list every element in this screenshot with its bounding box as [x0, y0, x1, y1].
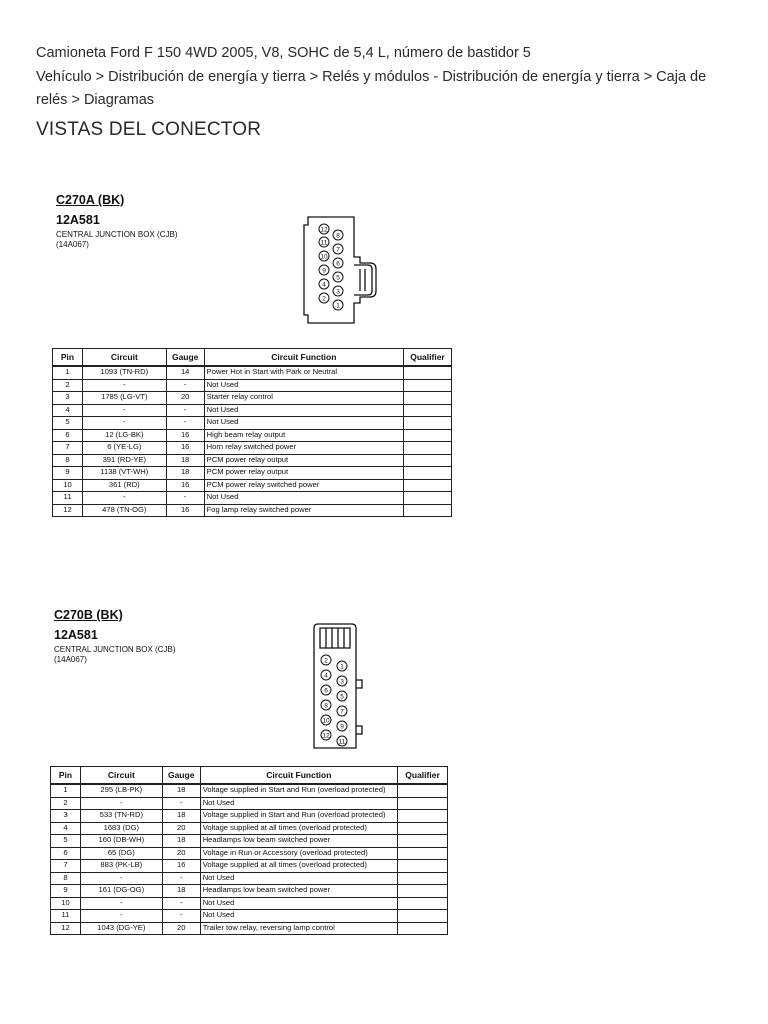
function-cell: Not Used	[204, 379, 403, 392]
pin-cell: 8	[51, 872, 81, 885]
function-cell: Not Used	[200, 797, 397, 810]
svg-text:2: 2	[324, 657, 328, 665]
circuit-cell: 478 (TN-OG)	[82, 504, 166, 517]
function-cell: Trailer tow relay, reversing lamp control	[200, 922, 397, 935]
svg-text:10: 10	[320, 253, 328, 261]
svg-text:3: 3	[340, 678, 344, 686]
pin-cell: 2	[51, 797, 81, 810]
qualifier-cell	[398, 860, 448, 873]
qualifier-cell	[398, 922, 448, 935]
table-header-row	[53, 349, 452, 367]
pin-cell: 9	[51, 885, 81, 898]
connector-pinout-diagram	[290, 213, 385, 331]
column-header: Circuit	[82, 349, 166, 367]
circuit-cell: 361 (RD)	[82, 479, 166, 492]
function-cell: Voltage supplied at all times (overload protected)	[200, 822, 397, 835]
qualifier-cell	[398, 835, 448, 848]
pin-cell: 7	[53, 442, 83, 455]
table-row	[51, 922, 448, 935]
function-cell: Horn relay switched power	[204, 442, 403, 455]
gauge-cell: -	[162, 797, 200, 810]
table-row	[53, 467, 452, 480]
column-header: Circuit Function	[204, 349, 403, 367]
table-row	[53, 442, 452, 455]
svg-text:10: 10	[322, 717, 330, 725]
pin-cell: 6	[53, 429, 83, 442]
function-cell: Voltage supplied in Start and Run (overload protected)	[200, 810, 397, 823]
column-header: Pin	[51, 767, 81, 785]
qualifier-cell	[398, 822, 448, 835]
circuit-cell: 65 (DG)	[80, 847, 162, 860]
column-header: Circuit Function	[200, 767, 397, 785]
qualifier-cell	[398, 784, 448, 797]
function-cell: Not Used	[204, 404, 403, 417]
gauge-cell: 16	[166, 479, 204, 492]
pin-cell: 3	[53, 392, 83, 405]
table-row	[51, 872, 448, 885]
table-row	[51, 860, 448, 873]
table-row	[51, 910, 448, 923]
qualifier-cell	[404, 379, 452, 392]
pin-cell: 4	[53, 404, 83, 417]
circuit-cell: 295 (LB-PK)	[80, 784, 162, 797]
table-row	[51, 822, 448, 835]
pin-cell: 5	[53, 417, 83, 430]
column-header: Pin	[53, 349, 83, 367]
breadcrumb[interactable]: Vehículo > Distribución de energía y tierra > Relés y módulos - Distribución de energía y tierra > Caja de relés > Diagramas	[36, 68, 707, 108]
pin-cell: 10	[51, 897, 81, 910]
pin-table-c270a	[52, 348, 452, 517]
qualifier-cell	[398, 885, 448, 898]
table-header-row	[51, 767, 448, 785]
qualifier-cell	[404, 366, 452, 379]
gauge-cell: 14	[166, 366, 204, 379]
page-header	[36, 42, 736, 113]
circuit-cell: 1043 (DG-YE)	[80, 922, 162, 935]
function-cell: PCM power relay output	[204, 467, 403, 480]
function-cell: Voltage in Run or Accessory (overload protected)	[200, 847, 397, 860]
svg-text:11: 11	[320, 239, 328, 247]
pin-cell: 10	[53, 479, 83, 492]
circuit-cell: 161 (DG-OG)	[80, 885, 162, 898]
svg-text:2: 2	[322, 295, 326, 303]
function-cell: Headlamps low beam switched power	[200, 885, 397, 898]
table-row	[53, 379, 452, 392]
connector-figure-c270a	[50, 185, 455, 525]
column-header: Gauge	[166, 349, 204, 367]
connector-description: CENTRAL JUNCTION BOX (CJB) (14A067)	[54, 645, 176, 664]
svg-text:5: 5	[340, 693, 344, 701]
function-cell: Starter relay control	[204, 392, 403, 405]
column-header: Gauge	[162, 767, 200, 785]
circuit-cell: 1138 (VT-WH)	[82, 467, 166, 480]
gauge-cell: 16	[166, 504, 204, 517]
gauge-cell: 16	[166, 442, 204, 455]
pin-cell: 11	[53, 492, 83, 505]
pin-cell: 9	[53, 467, 83, 480]
function-cell: PCM power relay output	[204, 454, 403, 467]
qualifier-cell	[404, 479, 452, 492]
column-header: Qualifier	[398, 767, 448, 785]
circuit-cell: -	[80, 872, 162, 885]
function-cell: Not Used	[200, 910, 397, 923]
function-cell: Voltage supplied in Start and Run (overload protected)	[200, 784, 397, 797]
function-cell: Not Used	[204, 492, 403, 505]
circuit-cell: 160 (DB-WH)	[80, 835, 162, 848]
svg-text:4: 4	[322, 281, 326, 289]
circuit-cell: -	[80, 797, 162, 810]
qualifier-cell	[404, 454, 452, 467]
svg-text:6: 6	[324, 687, 328, 695]
gauge-cell: -	[166, 404, 204, 417]
table-row	[53, 417, 452, 430]
svg-text:9: 9	[322, 267, 326, 275]
gauge-cell: -	[162, 897, 200, 910]
function-cell: Power Hot in Start with Park or Neutral	[204, 366, 403, 379]
svg-text:4: 4	[324, 672, 328, 680]
qualifier-cell	[404, 504, 452, 517]
connector-description: CENTRAL JUNCTION BOX (CJB) (14A067)	[56, 230, 178, 249]
pin-cell: 8	[53, 454, 83, 467]
table-row	[53, 492, 452, 505]
table-row	[51, 797, 448, 810]
svg-text:5: 5	[336, 274, 340, 282]
pin-cell: 6	[51, 847, 81, 860]
gauge-cell: 20	[162, 847, 200, 860]
svg-text:7: 7	[340, 708, 344, 716]
qualifier-cell	[404, 492, 452, 505]
qualifier-cell	[398, 910, 448, 923]
gauge-cell: 20	[162, 822, 200, 835]
table-row	[53, 366, 452, 379]
connector-figure-c270b	[48, 600, 453, 960]
qualifier-cell	[404, 429, 452, 442]
qualifier-cell	[404, 442, 452, 455]
table-row	[53, 454, 452, 467]
gauge-cell: 20	[162, 922, 200, 935]
table-row	[51, 847, 448, 860]
svg-text:6: 6	[336, 260, 340, 268]
gauge-cell: -	[162, 910, 200, 923]
column-header: Qualifier	[404, 349, 452, 367]
part-number: 12A581	[56, 213, 100, 227]
table-row	[51, 897, 448, 910]
svg-text:12: 12	[320, 226, 328, 234]
svg-text:1: 1	[336, 302, 340, 310]
svg-text:9: 9	[340, 723, 344, 731]
circuit-cell: -	[82, 417, 166, 430]
qualifier-cell	[398, 897, 448, 910]
pin-cell: 12	[53, 504, 83, 517]
function-cell: Not Used	[204, 417, 403, 430]
pin-table-c270b	[50, 766, 448, 935]
qualifier-cell	[404, 404, 452, 417]
table-row	[53, 504, 452, 517]
connector-name: C270A (BK)	[56, 193, 125, 207]
circuit-cell: -	[80, 897, 162, 910]
circuit-cell: 1683 (DG)	[80, 822, 162, 835]
table-row	[53, 429, 452, 442]
pin-cell: 1	[51, 784, 81, 797]
gauge-cell: -	[162, 872, 200, 885]
connector-pinout-diagram	[304, 620, 384, 752]
circuit-cell: 12 (LG-BK)	[82, 429, 166, 442]
svg-text:8: 8	[336, 232, 340, 240]
table-row	[51, 885, 448, 898]
page-title: Camioneta Ford F 150 4WD 2005, V8, SOHC de 5,4 L, número de bastidor 5	[36, 45, 531, 61]
gauge-cell: 18	[162, 885, 200, 898]
gauge-cell: 18	[166, 454, 204, 467]
gauge-cell: 16	[166, 429, 204, 442]
pin-cell: 2	[53, 379, 83, 392]
gauge-cell: -	[166, 379, 204, 392]
circuit-cell: 1093 (TN-RD)	[82, 366, 166, 379]
circuit-cell: 391 (RD-YE)	[82, 454, 166, 467]
pin-cell: 4	[51, 822, 81, 835]
function-cell: Fog lamp relay switched power	[204, 504, 403, 517]
svg-text:3: 3	[336, 288, 340, 296]
circuit-cell: -	[80, 910, 162, 923]
gauge-cell: 18	[162, 835, 200, 848]
gauge-cell: 18	[166, 467, 204, 480]
pin-cell: 7	[51, 860, 81, 873]
pin-cell: 3	[51, 810, 81, 823]
circuit-cell: 6 (YE-LG)	[82, 442, 166, 455]
function-cell: High beam relay output	[204, 429, 403, 442]
circuit-cell: 883 (PK-LB)	[80, 860, 162, 873]
svg-text:8: 8	[324, 702, 328, 710]
table-row	[51, 835, 448, 848]
qualifier-cell	[404, 467, 452, 480]
gauge-cell: 16	[162, 860, 200, 873]
gauge-cell: -	[166, 417, 204, 430]
pin-cell: 11	[51, 910, 81, 923]
section-title: VISTAS DEL CONECTOR	[36, 119, 262, 140]
table-row	[53, 392, 452, 405]
part-number: 12A581	[54, 628, 98, 642]
qualifier-cell	[398, 847, 448, 860]
table-row	[53, 479, 452, 492]
svg-text:7: 7	[336, 246, 340, 254]
circuit-cell: -	[82, 404, 166, 417]
connector-name: C270B (BK)	[54, 608, 123, 622]
circuit-cell: 1785 (LG-VT)	[82, 392, 166, 405]
function-cell: PCM power relay switched power	[204, 479, 403, 492]
qualifier-cell	[398, 797, 448, 810]
function-cell: Voltage supplied at all times (overload protected)	[200, 860, 397, 873]
pin-cell: 12	[51, 922, 81, 935]
table-row	[51, 784, 448, 797]
qualifier-cell	[398, 872, 448, 885]
table-row	[51, 810, 448, 823]
circuit-cell: -	[82, 379, 166, 392]
gauge-cell: 20	[166, 392, 204, 405]
table-row	[53, 404, 452, 417]
function-cell: Headlamps low beam switched power	[200, 835, 397, 848]
gauge-cell: 18	[162, 810, 200, 823]
pin-cell: 5	[51, 835, 81, 848]
gauge-cell: -	[166, 492, 204, 505]
qualifier-cell	[404, 392, 452, 405]
function-cell: Not Used	[200, 897, 397, 910]
svg-text:11: 11	[338, 738, 346, 746]
svg-text:12: 12	[322, 732, 330, 740]
pin-cell: 1	[53, 366, 83, 379]
svg-text:1: 1	[340, 663, 344, 671]
gauge-cell: 18	[162, 784, 200, 797]
circuit-cell: -	[82, 492, 166, 505]
column-header: Circuit	[80, 767, 162, 785]
circuit-cell: 533 (TN-RD)	[80, 810, 162, 823]
qualifier-cell	[404, 417, 452, 430]
qualifier-cell	[398, 810, 448, 823]
function-cell: Not Used	[200, 872, 397, 885]
